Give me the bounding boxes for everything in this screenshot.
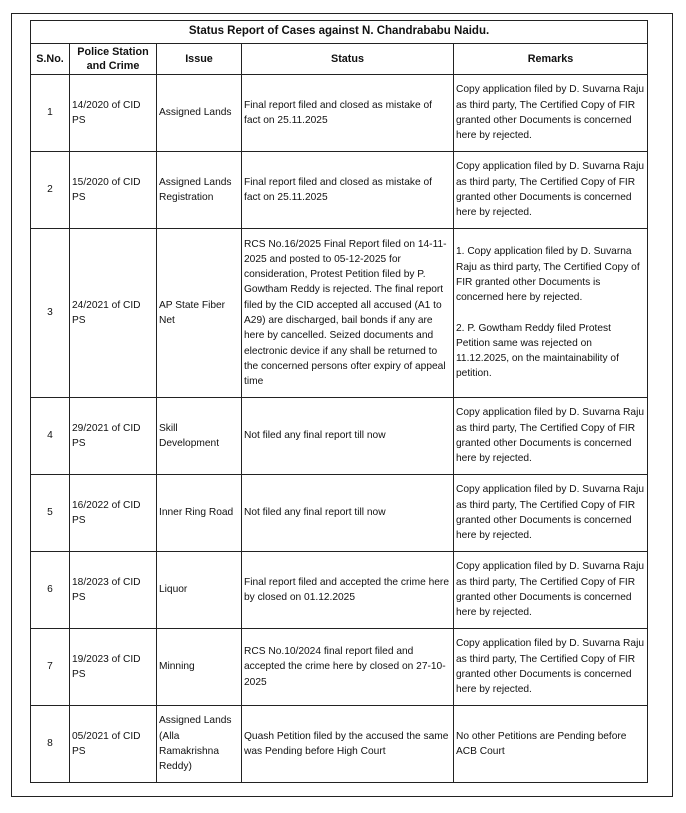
row-crime: 15/2020 of CID PS [70, 152, 157, 229]
header-status: Status [242, 44, 454, 75]
row-sno: 2 [31, 152, 70, 229]
row-status: RCS No.10/2024 final report filed and accepted the crime here by closed on 27-10-2025 [242, 629, 454, 706]
row-crime: 16/2022 of CID PS [70, 475, 157, 552]
header-sno: S.No. [31, 44, 70, 75]
row-crime: 24/2021 of CID PS [70, 229, 157, 398]
row-issue: Skill Development [157, 398, 242, 475]
status-report-table [30, 20, 648, 783]
row-issue: AP State Fiber Net [157, 229, 242, 398]
row-issue: Liquor [157, 552, 242, 629]
table-row [31, 552, 648, 629]
header-remarks: Remarks [454, 44, 648, 75]
header-issue: Issue [157, 44, 242, 75]
row-remarks: Copy application filed by D. Suvarna Raju as third party, The Certified Copy of FIR granted other Documents is concerned here by rejected. [454, 152, 648, 229]
row-status: Final report filed and closed as mistake of fact on 25.11.2025 [242, 75, 454, 152]
row-status: Not filed any final report till now [242, 475, 454, 552]
table-row [31, 629, 648, 706]
row-sno: 6 [31, 552, 70, 629]
row-sno: 4 [31, 398, 70, 475]
row-crime: 19/2023 of CID PS [70, 629, 157, 706]
row-crime: 29/2021 of CID PS [70, 398, 157, 475]
row-remarks: Copy application filed by D. Suvarna Raju as third party, The Certified Copy of FIR granted other Documents is concerned here by rejected. [454, 629, 648, 706]
row-issue: Minning [157, 629, 242, 706]
row-issue: Assigned Lands [157, 75, 242, 152]
row-remarks: Copy application filed by D. Suvarna Raju as third party, The Certified Copy of FIR granted other Documents is concerned here by rejected. [454, 552, 648, 629]
table-title: Status Report of Cases against N. Chandrababu Naidu. [31, 21, 648, 44]
table-row [31, 706, 648, 783]
row-remarks [454, 229, 648, 398]
table-row [31, 229, 648, 398]
row-status: Final report filed and accepted the crime here by closed on 01.12.2025 [242, 552, 454, 629]
row-sno: 5 [31, 475, 70, 552]
row-remarks: Copy application filed by D. Suvarna Raju as third party, The Certified Copy of FIR granted other Documents is concerned here by rejected. [454, 398, 648, 475]
table-row [31, 75, 648, 152]
row-status: RCS No.16/2025 Final Report filed on 14-11-2025 and posted to 05-12-2025 for consideration, Protest Petition filed by P. Gowtham Reddy is rejected. The final report filed by the CID accepted all accused (A1 to A29) are discharged, bail bonds if any are here by cancelled. Seized documents and electronic device if any shall be returned to the concerned persons ofter expiry of appeal time [242, 229, 454, 398]
table-row [31, 398, 648, 475]
remarks-spacer [456, 306, 645, 321]
row-status: Final report filed and closed as mistake of fact on 25.11.2025 [242, 152, 454, 229]
remarks-item-2: 2. P. Gowtham Reddy filed Protest Petition same was rejected on 11.12.2025, on the maintainability of petition. [456, 322, 619, 380]
table-row [31, 152, 648, 229]
row-issue: Inner Ring Road [157, 475, 242, 552]
row-remarks: Copy application filed by D. Suvarna Raju as third party, The Certified Copy of FIR granted other Documents is concerned here by rejected. [454, 475, 648, 552]
table-row [31, 475, 648, 552]
row-sno: 1 [31, 75, 70, 152]
row-crime: 14/2020 of CID PS [70, 75, 157, 152]
row-issue: Assigned Lands Registration [157, 152, 242, 229]
header-row [31, 44, 648, 75]
remarks-item-1: 1. Copy application filed by D. Suvarna Raju as third party, The Certified Copy of FIR granted other Documents is concerned here by rejected. [456, 246, 640, 304]
row-status: Not filed any final report till now [242, 398, 454, 475]
row-crime: 05/2021 of CID PS [70, 706, 157, 783]
row-remarks: No other Petitions are Pending before ACB Court [454, 706, 648, 783]
row-status: Quash Petition filed by the accused the same was Pending before High Court [242, 706, 454, 783]
row-crime: 18/2023 of CID PS [70, 552, 157, 629]
row-remarks: Copy application filed by D. Suvarna Raju as third party, The Certified Copy of FIR granted other Documents is concerned here by rejected. [454, 75, 648, 152]
row-issue: Assigned Lands (Alla Ramakrishna Reddy) [157, 706, 242, 783]
row-sno: 8 [31, 706, 70, 783]
header-police-station: Police Station and Crime [70, 44, 157, 75]
row-sno: 7 [31, 629, 70, 706]
row-sno: 3 [31, 229, 70, 398]
